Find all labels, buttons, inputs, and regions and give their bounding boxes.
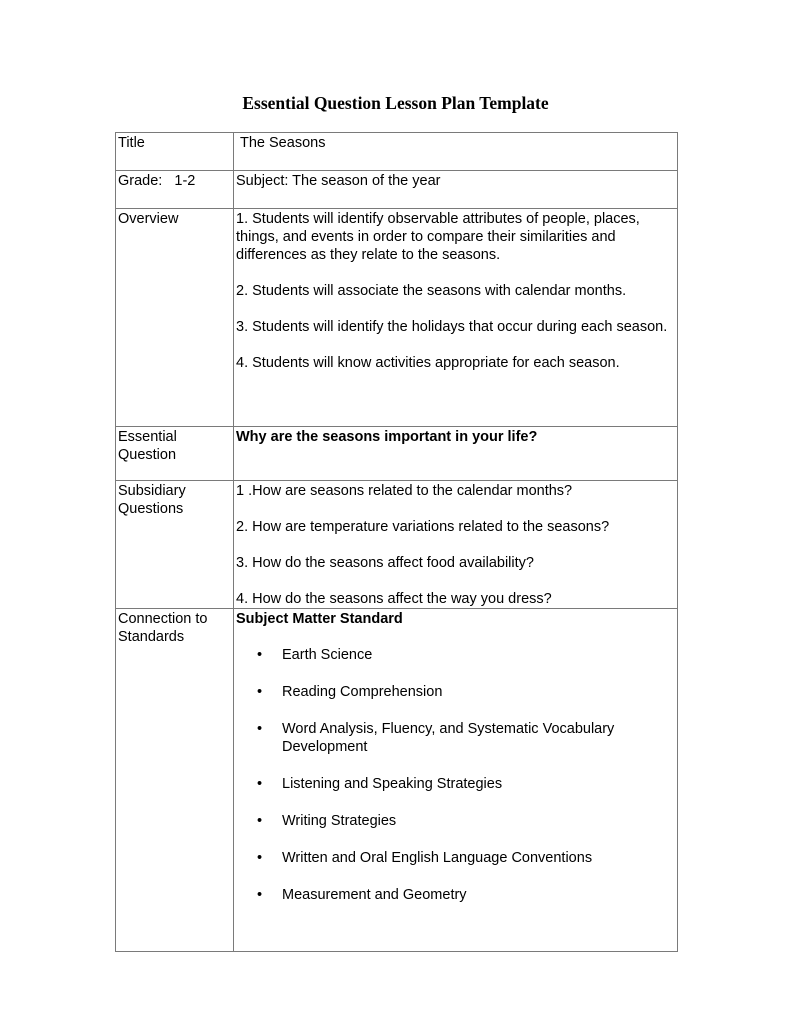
bullet-icon: • [257,721,263,737]
standards-list-item [236,849,675,867]
standards-list-item [236,812,675,830]
standards-list-item [236,646,675,664]
row-essential-question [116,427,678,481]
overview-item: 2. Students will associate the seasons with calendar months. [236,283,627,299]
subsidiary-question: 4. How do the seasons affect the way you dress? [236,591,552,607]
standard-text: Measurement and Geometry [282,887,467,903]
essential-question-value: Why are the seasons important in your life? [234,427,678,481]
bullet-icon: • [257,684,263,700]
row-title [116,133,678,171]
subsidiary-question: 3. How do the seasons affect food availability? [236,555,534,571]
document-title: Essential Question Lesson Plan Template [242,93,549,113]
standards-list-item [236,886,675,904]
subject-value: Subject: The season of the year [234,171,678,209]
standards-list-item [236,775,675,793]
standards-content [234,609,678,952]
standards-list [236,646,675,904]
standards-list-item [236,683,675,701]
standard-text: Reading Comprehension [282,684,443,700]
bullet-icon: • [257,887,263,903]
bullet-icon: • [257,647,263,663]
lesson-plan-table [115,132,678,952]
row-subsidiary-questions [116,481,678,609]
subsidiary-question: 1 .How are seasons related to the calendar months? [236,483,573,499]
overview-item: 3. Students will identify the holidays that occur during each season. [236,319,668,335]
standards-label: Connection to Standards [116,609,234,952]
standard-text: Listening and Speaking Strategies [282,776,503,792]
subsidiary-question: 2. How are temperature variations related to the seasons? [236,519,610,535]
grade-label: Grade: 1-2 [116,171,234,209]
subsidiary-questions-label: Subsidiary Questions [116,481,234,609]
subsidiary-questions-content [234,481,678,609]
standard-text: Earth Science [282,647,373,663]
row-connection-to-standards [116,609,678,952]
row-overview [116,209,678,427]
row-grade [116,171,678,209]
essential-question-label: Essential Question [116,427,234,481]
overview-label: Overview [116,209,234,427]
bullet-icon: • [257,813,263,829]
standards-heading: Subject Matter Standard [236,611,403,627]
standard-text: Writing Strategies [282,813,397,829]
standard-text: Word Analysis, Fluency, and Systematic Vocabulary Development [282,721,615,755]
overview-item: 4. Students will know activities appropriate for each season. [236,355,620,371]
bullet-icon: • [257,776,263,792]
bullet-icon: • [257,850,263,866]
overview-item: 1. Students will identify observable attributes of people, places, things, and events in order to compare their similarities and differences as they relate to the seasons. [236,211,640,263]
standard-text: Written and Oral English Language Conventions [282,850,593,866]
standards-list-item [236,720,675,756]
title-value: The Seasons [240,135,326,151]
overview-content [234,209,678,427]
title-label: Title [116,133,234,171]
